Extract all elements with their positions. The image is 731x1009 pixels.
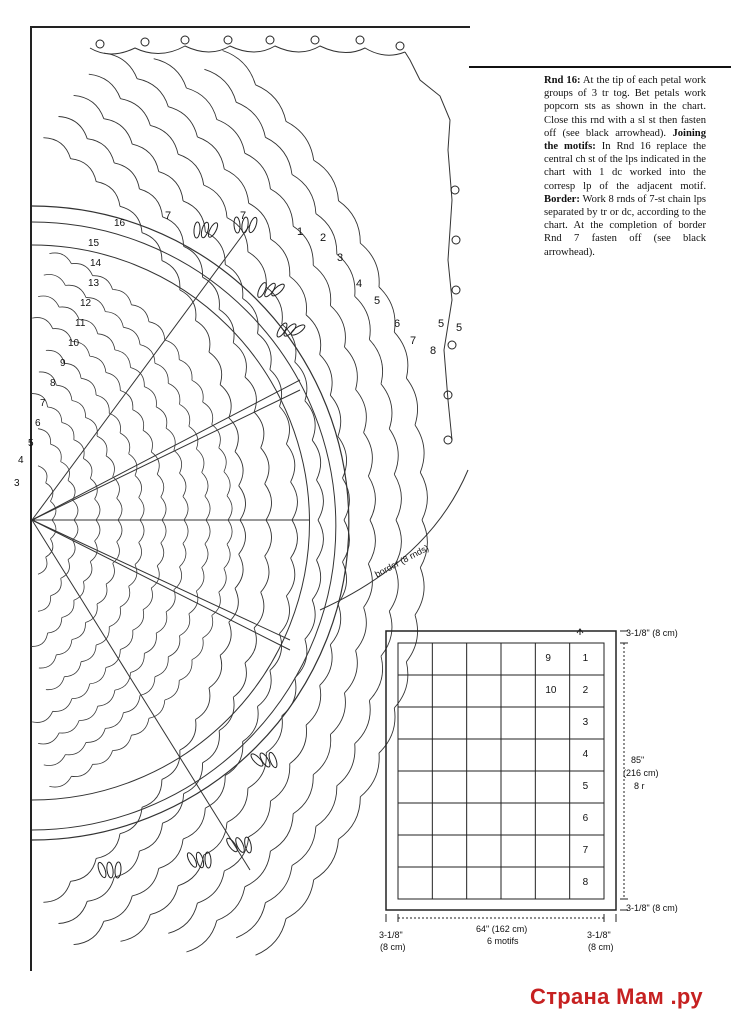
height-rows-label: 8 r (634, 781, 645, 791)
border-round-number-label: 6 (394, 318, 401, 330)
round-number-label: 13 (88, 278, 100, 289)
motif-number: 5 (582, 781, 589, 792)
round-number-label: 6 (35, 418, 41, 429)
motif-number: 4 (582, 749, 589, 760)
round-number-label: 5 (28, 438, 34, 449)
joining-text: In Rnd 16 replace the central ch st of the lps indicated in the chart with 1 dc worked into the corresp lp of the adjacent motif. (544, 141, 706, 192)
border-text: Work 8 rnds of 7-st chain lps separated by tr or dc, according to the chart. At the completion of border Rnd 7 fasten off (see black arrowhead). (544, 193, 706, 258)
round-number-label: 14 (90, 258, 102, 269)
round-number-label: 4 (18, 455, 24, 466)
border-round-number-label: 4 (356, 278, 363, 290)
bottom-margin-label: 3-1/8" (8 cm) (626, 903, 678, 913)
round-number-label: 10 (68, 338, 80, 349)
border-round-number-label: 7 (165, 210, 172, 222)
joining-heading: Joining the motifs: (544, 127, 706, 153)
rnd16-heading: Rnd 16: (544, 75, 581, 86)
round-number-label: 3 (14, 478, 20, 489)
motif-number: 1 (582, 653, 589, 664)
border-round-number-label: 5 (456, 322, 463, 334)
left-margin-in-label: 3-1/8" (379, 930, 403, 940)
motif-number: 10 (545, 685, 557, 696)
round-number-label: 12 (80, 298, 92, 309)
right-margin-in-label: 3-1/8" (587, 930, 611, 940)
border-round-number-label: 8 (430, 345, 437, 357)
border-label: border (8 rnds) (373, 542, 431, 580)
round-number-label: 7 (40, 398, 46, 409)
round-number-label: 15 (88, 238, 100, 249)
border-round-number-label: 7 (410, 335, 417, 347)
border-round-number-label: 5 (374, 295, 381, 307)
height-cm-label: (216 cm) (623, 768, 659, 778)
round-number-label: 9 (60, 358, 66, 369)
top-margin-label: 3-1/8" (8 cm) (626, 628, 678, 638)
motif-number: 7 (582, 845, 589, 856)
height-inches-label: 85" (631, 755, 645, 765)
border-heading: Border: (544, 193, 580, 205)
round-number-label: 11 (75, 318, 86, 329)
border-round-number-label: 1 (297, 226, 304, 238)
round-number-label: 16 (114, 218, 126, 229)
motif-number: 2 (582, 685, 589, 696)
border-round-number-label: 2 (320, 232, 327, 244)
left-margin-cm-label: (8 cm) (380, 942, 406, 952)
watermark: Страна Мам .ру (530, 984, 703, 1009)
motif-number: 6 (582, 813, 589, 824)
motif-number: 3 (582, 717, 589, 728)
motif-number: 9 (545, 653, 551, 664)
rnd16-text: At the tip of each petal work groups of 3 tr tog. Bet petals work popcorn sts as shown in the chart. Close this rnd with a sl st then fasten off (see black arrowhead). (544, 75, 706, 139)
right-margin-cm-label: (8 cm) (588, 942, 614, 952)
border-round-number-label: 5 (438, 318, 445, 330)
width-label: 64" (162 cm) (476, 924, 528, 934)
round-number-label: 8 (50, 378, 56, 389)
width-motifs-label: 6 motifs (487, 936, 519, 946)
border-round-number-label: 7 (240, 210, 247, 222)
motif-number: 8 (582, 877, 589, 888)
border-round-number-label: 3 (337, 252, 344, 264)
